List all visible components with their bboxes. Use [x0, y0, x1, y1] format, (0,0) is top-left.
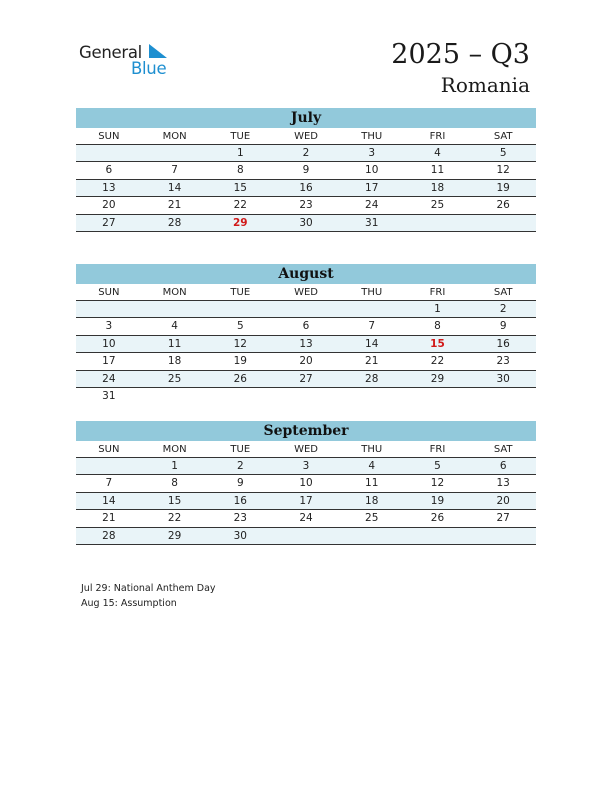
- day-cell: 9: [499, 320, 507, 333]
- day-cell: 31: [365, 216, 379, 229]
- month-title: September: [76, 421, 536, 441]
- day-cell: 3: [105, 320, 113, 333]
- weekday-label: TUE: [230, 131, 251, 142]
- day-cell: 2: [499, 303, 507, 315]
- day-cell: [76, 145, 142, 161]
- day-cell: [273, 301, 339, 317]
- day-cell: [273, 388, 339, 405]
- week-row: [76, 180, 536, 197]
- day-cell: 22: [167, 512, 182, 525]
- day-cell: 8: [236, 164, 244, 177]
- week-row: [76, 458, 536, 475]
- day-cell: 28: [167, 216, 182, 229]
- day-cell: 25: [167, 372, 182, 385]
- day-cell: 1: [434, 303, 441, 315]
- day-cell: 13: [299, 337, 313, 350]
- day-cell: 1: [171, 460, 178, 472]
- day-cell: 17: [102, 355, 116, 368]
- day-cell: [142, 145, 208, 161]
- day-cell: [142, 301, 208, 317]
- day-cell: 29: [430, 372, 445, 385]
- page-title: 2025 – Q3: [391, 39, 530, 70]
- country-name: Romania: [440, 73, 530, 97]
- day-cell: 16: [299, 181, 313, 194]
- month-calendar-august: [76, 264, 536, 405]
- day-cell: 6: [499, 460, 507, 472]
- day-cell: 7: [105, 477, 113, 490]
- day-cell: 18: [365, 494, 379, 507]
- week-row: [76, 336, 536, 353]
- day-cell: 18: [167, 355, 182, 368]
- weekday-label: TUE: [230, 444, 251, 455]
- day-cell: 27: [496, 512, 510, 525]
- day-cell: [142, 388, 208, 405]
- day-cell: 20: [102, 199, 116, 212]
- day-cell: 30: [233, 529, 247, 542]
- day-cell: [207, 388, 273, 405]
- day-cell: 25: [430, 199, 445, 212]
- day-cell: 4: [368, 460, 376, 472]
- day-cell: 30: [299, 216, 313, 229]
- month-calendar-july: [76, 108, 536, 232]
- day-cell: 12: [496, 164, 510, 177]
- day-cell: 10: [299, 477, 313, 490]
- weekday-label: SUN: [98, 444, 120, 455]
- day-cell: 16: [233, 494, 247, 507]
- day-cell: 14: [167, 181, 182, 194]
- week-row: [76, 318, 536, 335]
- month-calendar-september: [76, 421, 536, 545]
- day-cell: [76, 301, 142, 317]
- weekday-label: TUE: [230, 287, 251, 298]
- week-row: [76, 388, 536, 405]
- weekday-label: MON: [162, 444, 187, 455]
- day-cell: 1: [236, 147, 244, 159]
- day-cell: 20: [299, 355, 313, 368]
- logo: [79, 40, 179, 80]
- day-cell: 28: [365, 372, 379, 385]
- weekday-header-row: [76, 284, 536, 301]
- day-cell: 21: [167, 199, 182, 212]
- day-cell: [273, 528, 339, 544]
- day-cell: 25: [365, 512, 379, 525]
- day-cell: 3: [302, 460, 310, 472]
- day-cell: 11: [365, 477, 379, 490]
- day-cell: 27: [299, 372, 313, 385]
- day-cell: 23: [496, 355, 510, 368]
- day-cell: [470, 215, 536, 231]
- day-cell: [339, 301, 405, 317]
- day-cell: 10: [102, 337, 116, 350]
- day-cell: 17: [299, 494, 313, 507]
- day-cell: 6: [105, 164, 113, 177]
- day-cell: 15: [233, 181, 247, 194]
- day-cell: 7: [368, 320, 376, 333]
- day-cell: 4: [171, 320, 178, 333]
- day-cell: 12: [430, 477, 445, 490]
- week-row: [76, 197, 536, 214]
- day-cell: [76, 458, 142, 474]
- logo-text-blue: Blue: [131, 59, 167, 78]
- day-cell: 6: [302, 320, 310, 333]
- month-title: July: [76, 108, 536, 128]
- day-cell: 22: [233, 199, 247, 212]
- day-cell: 30: [496, 372, 510, 385]
- logo-text-general: General: [79, 43, 142, 62]
- weekday-label: WED: [294, 287, 318, 298]
- week-row: [76, 162, 536, 179]
- day-cell: 26: [430, 512, 445, 525]
- week-row: [76, 493, 536, 510]
- day-cell: 15: [167, 494, 182, 507]
- day-cell: 23: [299, 199, 313, 212]
- day-cell: 19: [430, 494, 445, 507]
- holiday-day-cell: 29: [232, 216, 248, 229]
- logo-triangle-icon: [147, 42, 169, 60]
- day-cell: 24: [365, 199, 379, 212]
- day-cell: 8: [434, 320, 441, 333]
- day-cell: 24: [102, 372, 116, 385]
- week-row: [76, 215, 536, 232]
- weekday-label: THU: [361, 131, 383, 142]
- weekday-label: THU: [361, 444, 383, 455]
- day-cell: 3: [368, 147, 376, 159]
- week-row: [76, 528, 536, 545]
- weekday-label: MON: [162, 131, 187, 142]
- month-title: August: [76, 264, 536, 284]
- day-cell: 31: [102, 389, 116, 402]
- weekday-label: SAT: [493, 287, 513, 298]
- day-cell: [405, 528, 471, 544]
- day-cell: 13: [496, 477, 510, 490]
- holiday-note: Aug 15: Assumption: [81, 597, 177, 609]
- weekday-header-row: [76, 128, 536, 145]
- day-cell: 11: [167, 337, 182, 350]
- weekday-label: FRI: [429, 444, 446, 455]
- day-cell: [339, 388, 405, 405]
- weekday-label: SAT: [493, 444, 513, 455]
- day-cell: [405, 215, 471, 231]
- week-row: [76, 371, 536, 388]
- day-cell: 10: [365, 164, 379, 177]
- day-cell: 14: [365, 337, 379, 350]
- day-cell: [470, 528, 536, 544]
- day-cell: 13: [102, 181, 116, 194]
- day-cell: [339, 528, 405, 544]
- weekday-label: MON: [162, 287, 187, 298]
- weekday-label: THU: [361, 287, 383, 298]
- day-cell: 9: [236, 477, 244, 490]
- day-cell: 5: [499, 147, 507, 159]
- weeks-container: [76, 145, 536, 232]
- holiday-note: Jul 29: National Anthem Day: [81, 583, 216, 594]
- day-cell: 12: [233, 337, 247, 350]
- day-cell: 21: [365, 355, 379, 368]
- weekday-label: WED: [294, 444, 318, 455]
- day-cell: 2: [302, 147, 310, 159]
- day-cell: 14: [102, 494, 116, 507]
- day-cell: [470, 388, 536, 405]
- day-cell: 4: [434, 147, 441, 159]
- day-cell: [207, 301, 273, 317]
- day-cell: 27: [102, 216, 116, 229]
- week-row: [76, 301, 536, 318]
- week-row: [76, 353, 536, 370]
- day-cell: 16: [496, 337, 510, 350]
- day-cell: 8: [171, 477, 178, 490]
- weeks-container: [76, 301, 536, 405]
- day-cell: 20: [496, 494, 510, 507]
- weekday-label: SAT: [493, 131, 513, 142]
- day-cell: 22: [430, 355, 445, 368]
- day-cell: 5: [236, 320, 244, 333]
- day-cell: 28: [102, 529, 116, 542]
- day-cell: 2: [236, 460, 244, 472]
- weekday-header-row: [76, 441, 536, 458]
- day-cell: 19: [496, 181, 510, 194]
- weekday-label: WED: [294, 131, 318, 142]
- day-cell: 26: [496, 199, 510, 212]
- weeks-container: [76, 458, 536, 545]
- day-cell: 17: [365, 181, 379, 194]
- week-row: [76, 145, 536, 162]
- weekday-label: FRI: [429, 131, 446, 142]
- day-cell: 9: [302, 164, 310, 177]
- weekday-label: FRI: [429, 287, 446, 298]
- day-cell: 26: [233, 372, 247, 385]
- weekday-label: SUN: [98, 131, 120, 142]
- holiday-day-cell: 15: [430, 337, 445, 350]
- day-cell: 5: [434, 460, 441, 472]
- day-cell: 24: [299, 512, 313, 525]
- day-cell: 21: [102, 512, 116, 525]
- week-row: [76, 475, 536, 492]
- day-cell: 18: [430, 181, 445, 194]
- day-cell: [405, 388, 471, 405]
- day-cell: 7: [171, 164, 178, 177]
- weekday-label: SUN: [98, 287, 120, 298]
- holiday-notes: [81, 582, 216, 611]
- day-cell: 11: [430, 164, 445, 177]
- day-cell: 29: [167, 529, 182, 542]
- week-row: [76, 510, 536, 527]
- day-cell: 23: [233, 512, 247, 525]
- day-cell: 19: [233, 355, 247, 368]
